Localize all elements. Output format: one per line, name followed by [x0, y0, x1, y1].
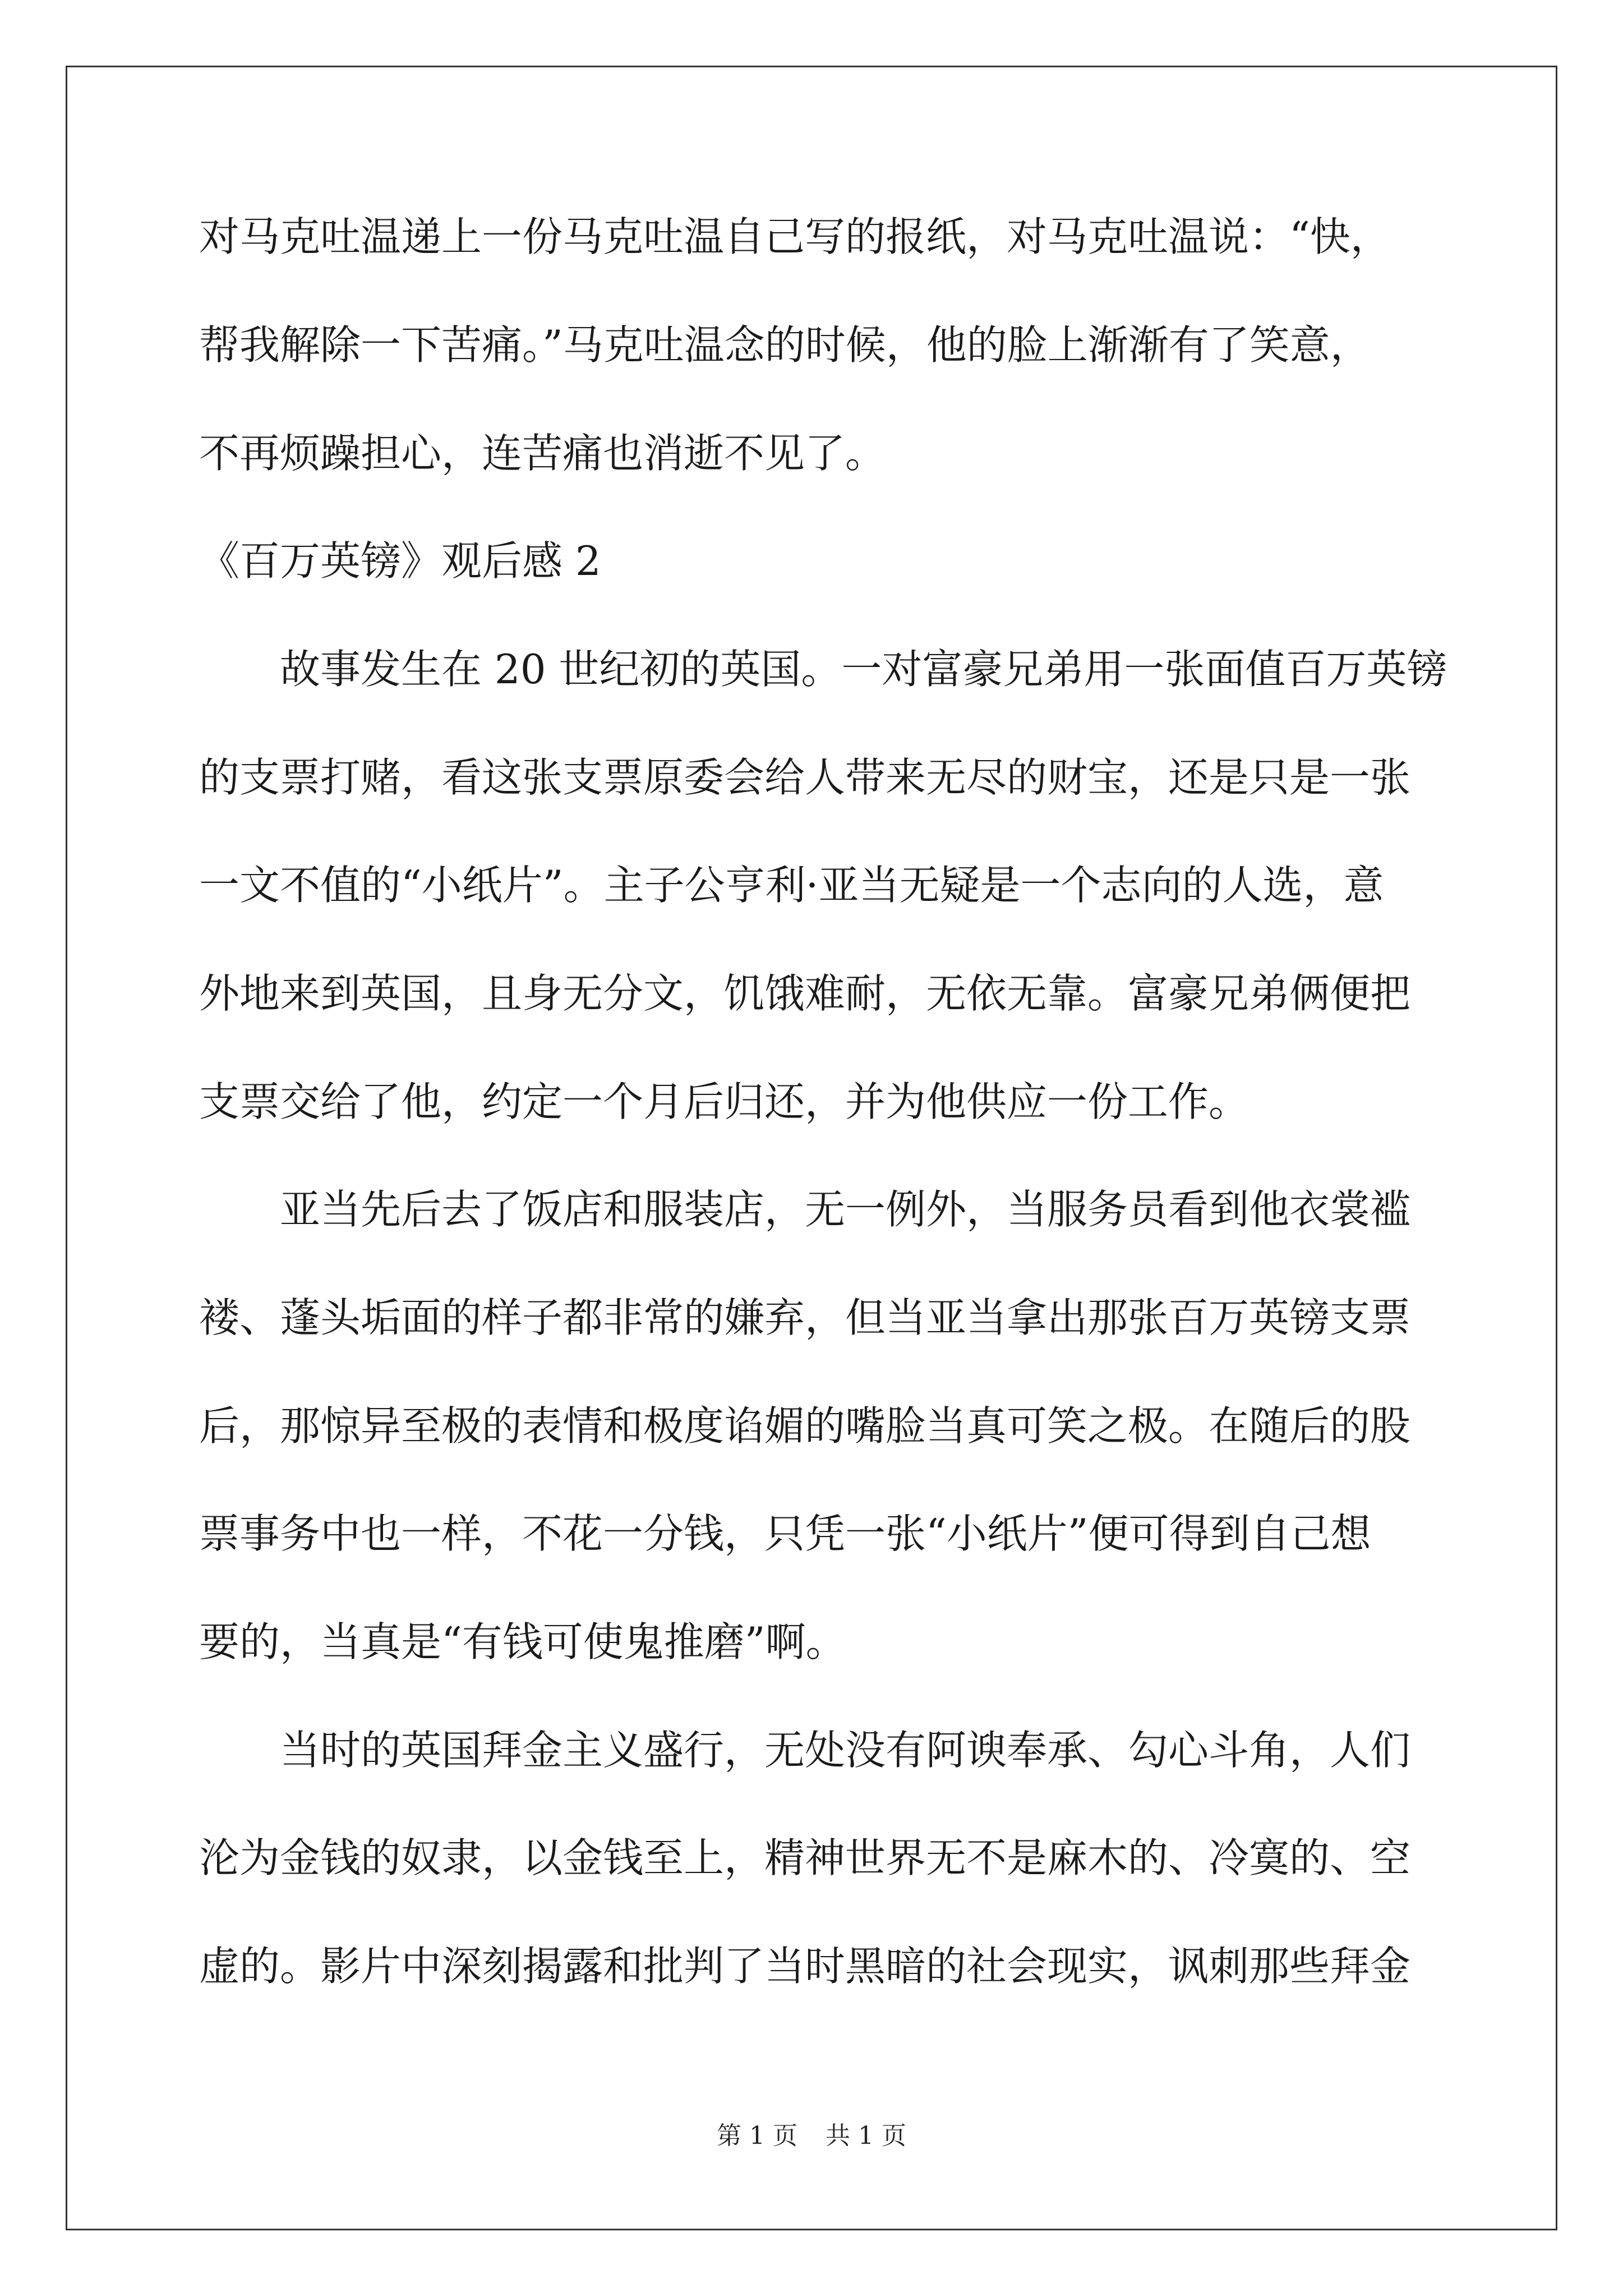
text-line: 帮我解除一下苦痛。”马克吐温念的时候，他的脸上渐渐有了笑意，: [199, 321, 1371, 369]
text-line: 不再烦躁担心，连苦痛也消逝不见了。: [199, 430, 886, 477]
text-line: 外地来到英国，且身无分文，饥饿难耐，无依无靠。富豪兄弟俩便把: [199, 970, 1411, 1017]
text-line: 褛、蓬头垢面的样子都非常的嫌弃，但当亚当拿出那张百万英镑支票: [199, 1294, 1411, 1341]
section-heading: 《百万英镑》观后感 2: [199, 537, 601, 585]
page-border: [66, 66, 1557, 2230]
page-total: 共 1 页: [826, 2122, 906, 2150]
text-line: 亚当先后去了饭店和服装店，无一例外，当服务员看到他衣裳褴: [199, 1186, 1411, 1233]
page-footer: [0, 2119, 1623, 2153]
text-line: 票事务中也一样，不花一分钱，只凭一张“小纸片”便可得到自己想: [199, 1510, 1371, 1557]
text-line: 一文不值的“小纸片”。主子公亨利·亚当无疑是一个志向的人选，意: [199, 862, 1384, 909]
text-line: 的支票打赌，看这张支票原委会给人带来无尽的财宝，还是只是一张: [199, 754, 1411, 801]
page-number: 第 1 页: [717, 2122, 797, 2150]
text-line: 沦为金钱的奴隶，以金钱至上，精神世界无不是麻木的、冷寞的、空: [199, 1834, 1411, 1881]
text-line: 要的，当真是“有钱可使鬼推磨”啊。: [199, 1618, 846, 1665]
text-line: 故事发生在 20 世纪初的英国。一对富豪兄弟用一张面值百万英镑: [199, 646, 1447, 693]
text-line: 后，那惊异至极的表情和极度谄媚的嘴脸当真可笑之极。在随后的股: [199, 1402, 1411, 1450]
text-line: 对马克吐温递上一份马克吐温自己写的报纸，对马克吐温说：“快，: [199, 213, 1391, 260]
text-line: 虚的。影片中深刻揭露和批判了当时黑暗的社会现实，讽刺那些拜金: [199, 1943, 1411, 1990]
text-line: 支票交给了他，约定一个月后归还，并为他供应一份工作。: [199, 1078, 1249, 1125]
text-line: 当时的英国拜金主义盛行，无处没有阿谀奉承、勾心斗角，人们: [199, 1727, 1411, 1774]
